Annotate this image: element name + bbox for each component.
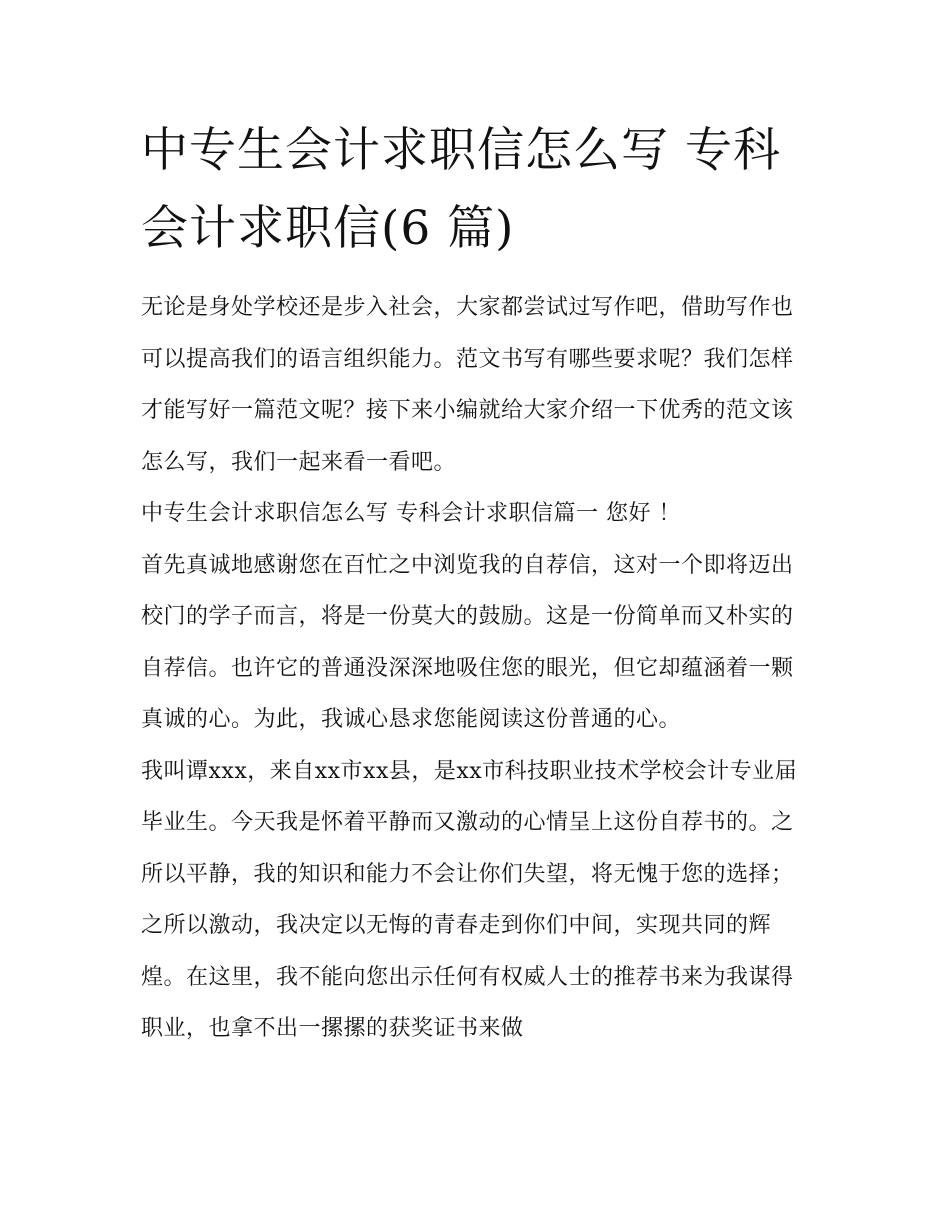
paragraph-self-introduction: 我叫谭xxx，来自xx市xx县，是xx市科技职业技术学校会计专业届毕业生。今天我是怀着平静而又激动的心情呈上这份自荐书的。之所以平静，我的知识和能力不会让你们失望，将无愧于您的选择；之所以激动，我决定以无悔的青春走到你们中间，实现共同的辉煌。在这里，我不能向您出示任何有权威人士的推荐书来为我谋得职业，也拿不出一摞摞的获奖证书来做 bbox=[141, 758, 798, 1041]
paragraph-thanks: 首先真诚地感谢您在百忙之中浏览我的自荐信，这对一个即将迈出校门的学子而言，将是一份莫大的鼓励。这是一份简单而又朴实的自荐信。也许它的普通没深深地吸住您的眼光，但它却蕴涵着一颗真诚的心。为此，我诚心恳求您能阅读这份普通的心。 bbox=[141, 552, 794, 732]
paragraph-intro: 无论是身处学校还是步入社会，大家都尝试过写作吧，借助写作也可以提高我们的语言组织能力。范文书写有哪些要求呢？我们怎样才能写好一篇范文呢？接下来小编就给大家介绍一下优秀的范文该怎么写，我们一起来看一看吧。 bbox=[141, 295, 794, 475]
document-title: 中专生会计求职信怎么写 专科会计求职信(6 篇) bbox=[141, 123, 781, 256]
document-body bbox=[141, 112, 813, 1055]
paragraph-heading-greeting: 中专生会计求职信怎么写 专科会计求职信篇一 您好 ！ bbox=[141, 501, 681, 526]
